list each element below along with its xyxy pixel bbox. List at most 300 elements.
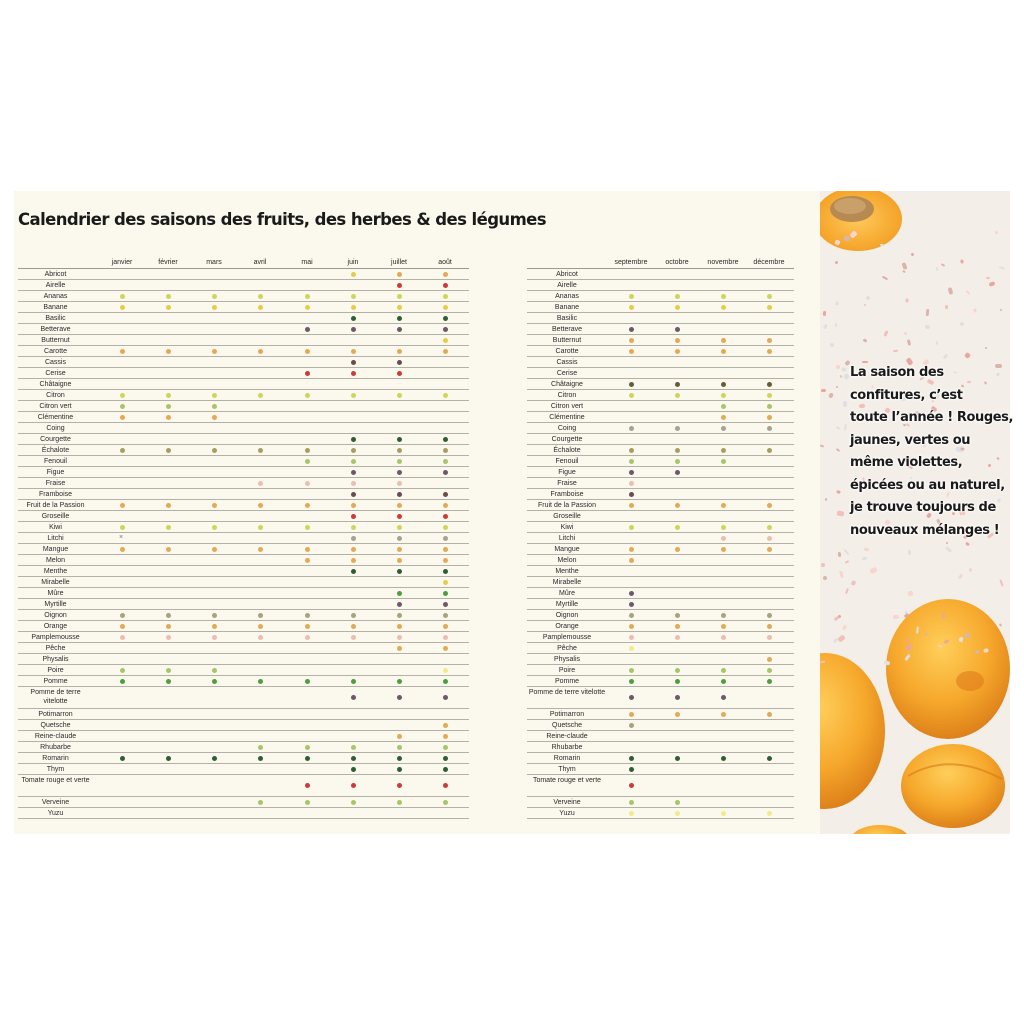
produce-label: Myrtille	[555, 601, 579, 608]
season-dot	[120, 756, 125, 761]
table-row	[18, 489, 469, 500]
month-septembre: septembre	[614, 259, 648, 266]
cross-mark: ×	[119, 534, 124, 541]
produce-label: Clémentine	[549, 414, 585, 421]
table-row	[527, 478, 794, 489]
season-dot	[675, 503, 680, 508]
season-dot	[721, 382, 726, 387]
season-dot	[351, 272, 356, 277]
season-dot	[397, 360, 402, 365]
produce-label: Ananas	[555, 293, 579, 300]
season-dot	[212, 404, 217, 409]
season-dot	[443, 800, 448, 805]
terrazzo-speck	[986, 277, 990, 279]
season-dot	[351, 305, 356, 310]
produce-label: Yuzu	[559, 810, 575, 817]
table-row	[18, 643, 469, 654]
season-dot	[767, 712, 772, 717]
terrazzo-speck	[1000, 309, 1002, 311]
table-row	[18, 709, 469, 720]
season-dot	[351, 679, 356, 684]
season-dot	[397, 547, 402, 552]
table-row	[527, 324, 794, 335]
table-row	[18, 654, 469, 665]
season-dot	[166, 404, 171, 409]
season-dot	[397, 745, 402, 750]
season-dot	[721, 536, 726, 541]
table-row	[527, 742, 794, 753]
produce-label: Thym	[558, 766, 576, 773]
season-dot	[629, 646, 634, 651]
season-dot	[629, 327, 634, 332]
produce-label: Abricot	[556, 271, 578, 278]
season-dot	[397, 503, 402, 508]
season-dot	[212, 756, 217, 761]
season-dot	[351, 470, 356, 475]
produce-label: Menthe	[555, 568, 579, 575]
season-dot	[120, 635, 125, 640]
season-dot	[397, 481, 402, 486]
season-dot	[443, 745, 448, 750]
season-dot	[675, 448, 680, 453]
table-row	[527, 423, 794, 434]
produce-label: Yuzu	[47, 810, 64, 817]
season-dot	[675, 426, 680, 431]
season-dot	[351, 624, 356, 629]
produce-label: Pomme de terre vitelotte	[528, 689, 606, 696]
season-dot	[721, 294, 726, 299]
season-dot	[629, 613, 634, 618]
season-dot	[351, 349, 356, 354]
table-row	[18, 665, 469, 676]
produce-label: Quetsche	[40, 722, 71, 729]
season-dot	[397, 448, 402, 453]
table-row	[527, 731, 794, 742]
table-row	[18, 797, 469, 808]
season-dot	[305, 503, 310, 508]
produce-label: Potimarron	[549, 711, 585, 718]
terrazzo-speck	[893, 615, 899, 619]
season-dot	[397, 305, 402, 310]
table-row	[18, 720, 469, 731]
season-dot	[443, 558, 448, 563]
table-row	[527, 269, 794, 280]
table-row	[527, 335, 794, 346]
season-dot	[721, 695, 726, 700]
season-dot	[397, 459, 402, 464]
season-dot	[258, 745, 263, 750]
season-dot	[443, 635, 448, 640]
produce-label: Banane	[43, 304, 68, 311]
table-row	[18, 324, 469, 335]
produce-label: Fraise	[557, 480, 577, 487]
season-dot	[675, 294, 680, 299]
table-row	[527, 412, 794, 423]
table-row	[18, 599, 469, 610]
season-dot	[351, 371, 356, 376]
season-dot	[721, 635, 726, 640]
season-dot	[675, 525, 680, 530]
terrazzo-speck	[838, 552, 842, 557]
season-dot	[212, 679, 217, 684]
season-dot	[767, 536, 772, 541]
season-dot	[397, 602, 402, 607]
table-row	[527, 709, 794, 720]
quote-line: même violettes,	[850, 455, 963, 470]
month-février: février	[158, 259, 178, 266]
season-dot	[443, 679, 448, 684]
season-dot	[721, 503, 726, 508]
season-dot	[212, 503, 217, 508]
produce-label: Figue	[46, 469, 65, 476]
produce-label: Figue	[558, 469, 576, 476]
season-dot	[120, 525, 125, 530]
table-row	[527, 346, 794, 357]
produce-label: Romarin	[42, 755, 69, 762]
produce-label: Rhubarbe	[40, 744, 71, 751]
season-dot	[305, 624, 310, 629]
season-dot	[629, 393, 634, 398]
table-row	[18, 335, 469, 346]
season-dot	[305, 448, 310, 453]
season-dot	[212, 305, 217, 310]
season-dot	[675, 624, 680, 629]
terrazzo-speck	[821, 389, 826, 392]
table-row	[527, 632, 794, 643]
table-row	[18, 764, 469, 775]
produce-label: Orange	[43, 623, 68, 630]
season-dot	[351, 635, 356, 640]
season-dot	[721, 547, 726, 552]
produce-label: Tomate rouge et verte	[21, 777, 90, 784]
produce-label: Fruit de la Passion	[26, 502, 85, 509]
produce-label: Basilic	[556, 315, 578, 322]
season-dot	[212, 415, 217, 420]
season-dot	[305, 756, 310, 761]
table-row	[527, 291, 794, 302]
season-dot	[675, 635, 680, 640]
season-dot	[443, 305, 448, 310]
quote-line: jaunes, vertes ou	[850, 432, 971, 448]
season-dot	[258, 800, 263, 805]
apricot-bottom-peek	[850, 825, 910, 834]
season-dot	[166, 635, 171, 640]
season-dot	[397, 283, 402, 288]
season-dot	[443, 591, 448, 596]
season-dot	[397, 734, 402, 739]
season-dot	[351, 525, 356, 530]
season-dot	[166, 305, 171, 310]
season-dot	[258, 624, 263, 629]
season-dot	[397, 316, 402, 321]
produce-label: Physalis	[42, 656, 69, 663]
season-dot	[443, 783, 448, 788]
season-dot	[721, 756, 726, 761]
table-row	[527, 544, 794, 555]
season-dot	[351, 536, 356, 541]
season-dot	[258, 679, 263, 684]
produce-label: Physalis	[553, 656, 581, 663]
table-row	[527, 610, 794, 621]
produce-label: Oignon	[555, 612, 579, 619]
season-dot	[443, 283, 448, 288]
season-dot	[443, 613, 448, 618]
season-dot	[443, 459, 448, 464]
produce-label: Mûre	[47, 590, 64, 597]
terrazzo-speck	[905, 298, 908, 302]
season-dot	[443, 492, 448, 497]
table-row	[527, 390, 794, 401]
produce-label: Pêche	[557, 645, 577, 652]
produce-label: Pêche	[45, 645, 66, 652]
season-dot	[675, 695, 680, 700]
season-dot	[258, 349, 263, 354]
season-dot	[629, 783, 634, 788]
produce-label: Coing	[46, 425, 65, 432]
season-dot	[305, 294, 310, 299]
season-dot	[443, 569, 448, 574]
season-dot	[305, 305, 310, 310]
season-dot	[166, 613, 171, 618]
season-dot	[721, 613, 726, 618]
season-dot	[351, 327, 356, 332]
season-dot	[675, 393, 680, 398]
season-dot	[721, 338, 726, 343]
table-row	[18, 610, 469, 621]
season-dot	[721, 305, 726, 310]
terrazzo-speck	[880, 244, 884, 247]
produce-label: Mirabelle	[552, 579, 582, 586]
season-dot	[721, 459, 726, 464]
produce-label: Ananas	[43, 293, 68, 300]
produce-label: Banane	[554, 304, 580, 311]
season-dot	[443, 723, 448, 728]
produce-label: Thym	[46, 766, 65, 773]
season-dot	[629, 481, 634, 486]
quote-text	[850, 362, 1013, 542]
season-dot	[629, 294, 634, 299]
season-dot	[443, 525, 448, 530]
quote-line: confitures, c’est	[850, 387, 963, 403]
table-row	[18, 522, 469, 533]
season-dot	[675, 349, 680, 354]
season-dot	[120, 415, 125, 420]
season-dot	[397, 327, 402, 332]
season-dot	[351, 695, 356, 700]
table-row	[18, 368, 469, 379]
season-dot	[443, 503, 448, 508]
season-dot	[351, 448, 356, 453]
produce-label: Mangue	[42, 546, 69, 553]
table-row	[18, 478, 469, 489]
produce-label: Pamplemousse	[542, 634, 592, 641]
month-juin: juin	[347, 259, 359, 266]
season-dot	[629, 470, 634, 475]
table-row	[527, 456, 794, 467]
season-dot	[212, 635, 217, 640]
table-row	[18, 555, 469, 566]
table-row	[18, 588, 469, 599]
season-dot	[629, 448, 634, 453]
season-dot	[120, 679, 125, 684]
season-dot	[443, 695, 448, 700]
season-dot	[120, 349, 125, 354]
season-dot	[675, 712, 680, 717]
season-dot	[166, 415, 171, 420]
season-dot	[443, 338, 448, 343]
table-row	[18, 346, 469, 357]
table-row	[527, 280, 794, 291]
terrazzo-speck	[835, 301, 838, 305]
season-dot	[305, 745, 310, 750]
season-dot	[629, 624, 634, 629]
calendar-table-right	[527, 257, 794, 819]
month-mars: mars	[206, 259, 222, 266]
season-dot	[397, 536, 402, 541]
season-dot	[351, 437, 356, 442]
produce-label: Châtaigne	[39, 381, 72, 388]
table-row	[527, 357, 794, 368]
produce-label: Reine-claude	[546, 733, 588, 740]
produce-label: Abricot	[44, 271, 67, 278]
table-row	[18, 753, 469, 764]
season-dot	[397, 646, 402, 651]
produce-label: Fraise	[45, 480, 66, 487]
produce-label: Fenouil	[555, 458, 579, 465]
month-mai: mai	[301, 259, 313, 266]
table-row	[18, 467, 469, 478]
season-dot	[767, 305, 772, 310]
season-dot	[443, 349, 448, 354]
season-dot	[120, 294, 125, 299]
season-dot	[443, 624, 448, 629]
season-dot	[397, 514, 402, 519]
produce-label: Kiwi	[560, 524, 574, 531]
season-dot	[629, 668, 634, 673]
produce-label: Pomme	[554, 678, 580, 685]
month-août: août	[438, 259, 452, 266]
season-dot	[675, 305, 680, 310]
produce-label: Verveine	[41, 799, 70, 806]
season-dot	[212, 393, 217, 398]
season-dot	[629, 723, 634, 728]
season-dot	[351, 547, 356, 552]
produce-label: Courgette	[551, 436, 583, 443]
terrazzo-speck	[835, 323, 837, 327]
table-row	[18, 445, 469, 456]
season-dot	[397, 756, 402, 761]
month-header	[527, 257, 794, 269]
produce-label: Airelle	[45, 282, 66, 289]
table-row	[527, 555, 794, 566]
produce-label: Melon	[45, 557, 66, 564]
month-janvier: janvier	[111, 259, 133, 266]
quote-line: épicées ou au naturel,	[850, 477, 1005, 493]
season-dot	[675, 613, 680, 618]
season-dot	[351, 294, 356, 299]
season-dot	[120, 624, 125, 629]
season-dot	[305, 679, 310, 684]
produce-label: Kiwi	[49, 524, 62, 531]
table-row	[527, 775, 794, 797]
season-dot	[767, 349, 772, 354]
produce-label: Pomme de terre vitelotte	[30, 689, 81, 705]
season-dot	[443, 327, 448, 332]
season-dot	[397, 783, 402, 788]
season-dot	[629, 591, 634, 596]
terrazzo-speck	[969, 568, 972, 572]
season-dot	[629, 756, 634, 761]
table-row	[527, 621, 794, 632]
month-novembre: novembre	[707, 259, 739, 266]
produce-label: Betterave	[40, 326, 71, 333]
season-dot	[443, 602, 448, 607]
terrazzo-speck	[960, 259, 964, 263]
season-dot	[443, 272, 448, 277]
season-dot	[443, 294, 448, 299]
season-dot	[443, 767, 448, 772]
table-row	[527, 302, 794, 313]
produce-label: Clémentine	[37, 414, 74, 421]
season-dot	[351, 481, 356, 486]
table-row	[527, 577, 794, 588]
table-row	[527, 566, 794, 577]
table-row	[527, 643, 794, 654]
produce-label: Myrtille	[44, 601, 67, 608]
season-dot	[166, 756, 171, 761]
season-dot	[443, 514, 448, 519]
table-row	[527, 676, 794, 687]
month-avril: avril	[253, 259, 267, 266]
produce-label: Butternut	[552, 337, 582, 344]
season-dot	[397, 371, 402, 376]
table-row	[18, 390, 469, 401]
table-row	[527, 379, 794, 390]
season-dot	[767, 404, 772, 409]
season-dot	[767, 811, 772, 816]
terrazzo-speck	[945, 305, 948, 309]
season-dot	[675, 800, 680, 805]
season-dot	[675, 382, 680, 387]
produce-label: Betterave	[552, 326, 582, 333]
table-row	[527, 467, 794, 478]
produce-label: Carotte	[555, 348, 579, 355]
season-dot	[629, 503, 634, 508]
apricot-left-edge	[820, 653, 885, 809]
season-dot	[397, 569, 402, 574]
season-dot	[629, 525, 634, 530]
table-row	[18, 456, 469, 467]
produce-label: Reine-claude	[34, 733, 77, 740]
page-title: Calendrier des saisons des fruits, des herbes & des légumes	[18, 210, 547, 230]
season-dot	[212, 668, 217, 673]
table-row	[18, 280, 469, 291]
season-dot	[767, 635, 772, 640]
quote-line: toute l’année ! Rouges,	[850, 410, 1014, 425]
table-row	[527, 665, 794, 676]
terrazzo-speck	[843, 401, 847, 407]
season-dot	[629, 305, 634, 310]
produce-label: Framboise	[38, 491, 73, 498]
season-dot	[767, 338, 772, 343]
table-row	[527, 797, 794, 808]
season-dot	[767, 613, 772, 618]
produce-label: Fruit de la Passion	[538, 502, 596, 509]
table-row	[18, 676, 469, 687]
season-dot	[351, 745, 356, 750]
season-dot	[166, 349, 171, 354]
table-row	[18, 742, 469, 753]
